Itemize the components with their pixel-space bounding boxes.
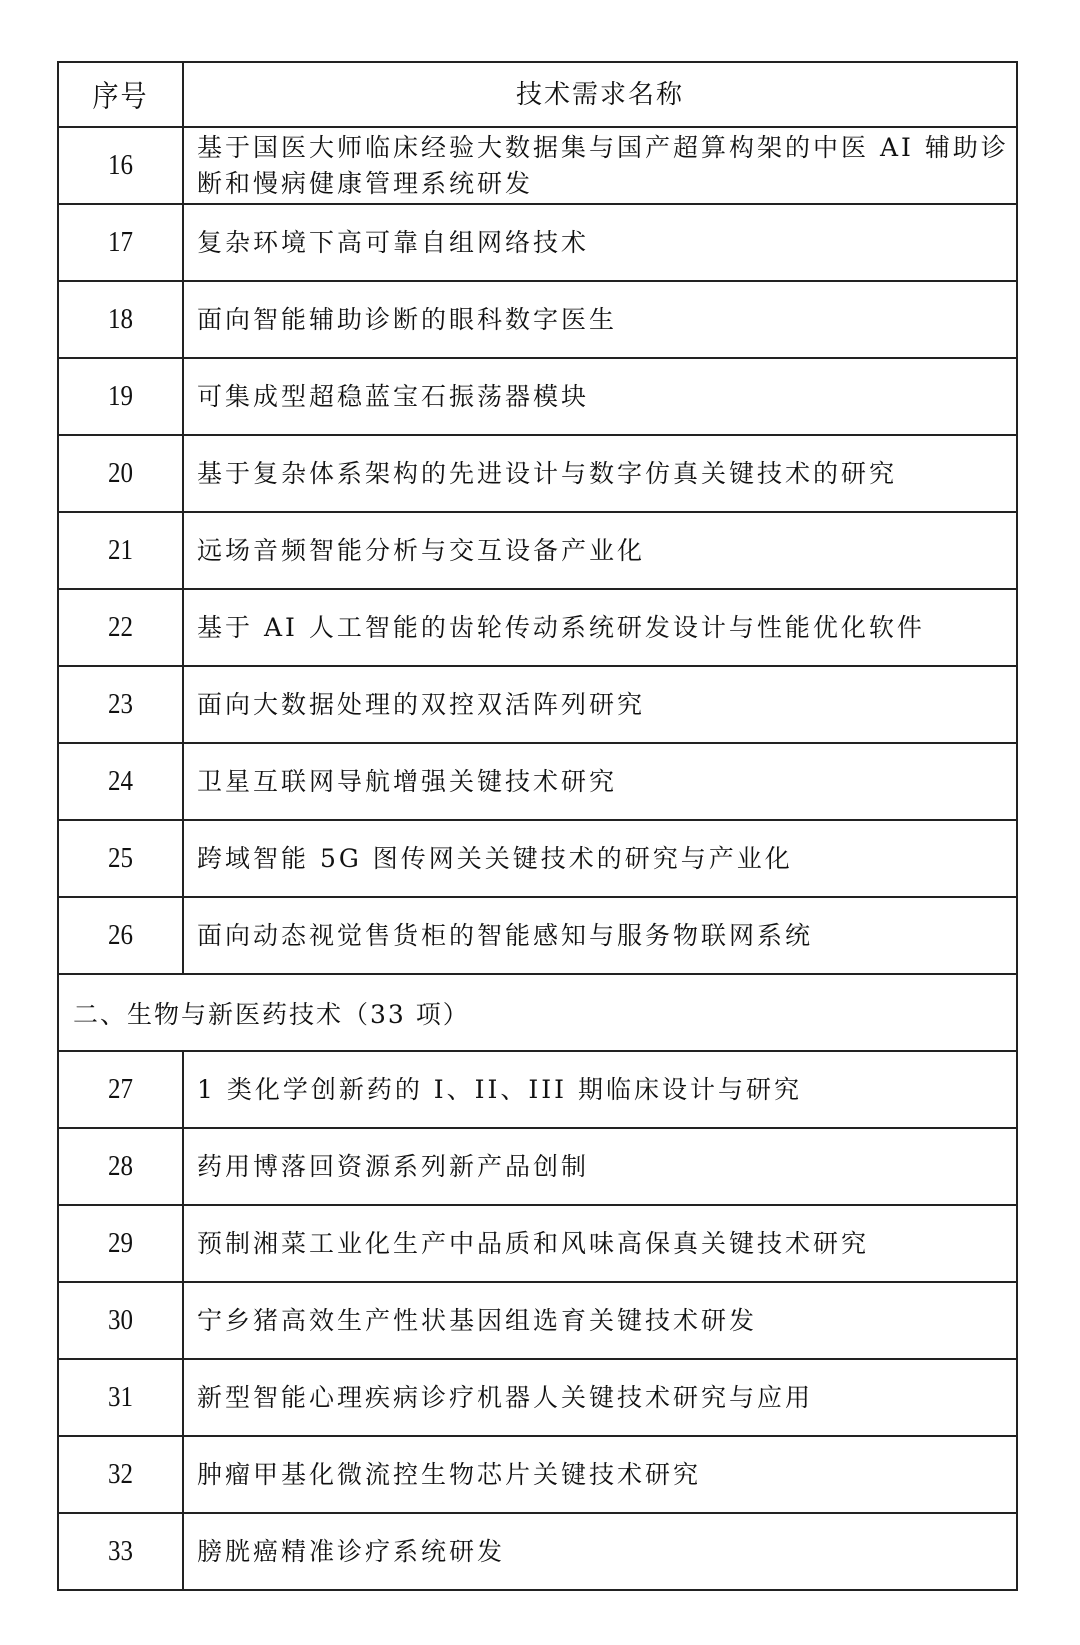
row-name: 1 类化学创新药的 I、II、III 期临床设计与研究 [183,1051,1017,1128]
row-name: 预制湘菜工业化生产中品质和风味高保真关键技术研究 [183,1205,1017,1282]
table-row [58,1051,1017,1128]
table-row [58,1513,1017,1590]
table-row [58,666,1017,743]
row-index: 22 [58,583,183,672]
row-name: 卫星互联网导航增强关键技术研究 [183,743,1017,820]
row-index: 26 [58,891,183,980]
row-name: 远场音频智能分析与交互设备产业化 [183,512,1017,589]
table-row [58,820,1017,897]
row-index: 19 [58,352,183,441]
row-name: 肿瘤甲基化微流控生物芯片关键技术研究 [183,1436,1017,1513]
row-index: 16 [58,121,183,210]
section-row [58,974,1017,1051]
table-row [58,743,1017,820]
tech-demand-table [57,61,1018,1591]
row-name: 宁乡猪高效生产性状基因组选育关键技术研发 [183,1282,1017,1359]
row-index: 23 [58,660,183,749]
table-row [58,204,1017,281]
table-row [58,1128,1017,1205]
row-name: 面向智能辅助诊断的眼科数字医生 [183,281,1017,358]
row-name: 面向大数据处理的双控双活阵列研究 [183,666,1017,743]
row-name: 药用博落回资源系列新产品创制 [183,1128,1017,1205]
row-name: 新型智能心理疾病诊疗机器人关键技术研究与应用 [183,1359,1017,1436]
row-index: 20 [58,429,183,518]
row-index: 28 [58,1122,183,1211]
row-name: 基于 AI 人工智能的齿轮传动系统研发设计与性能优化软件 [183,589,1017,666]
table-row [58,1436,1017,1513]
table-row [58,512,1017,589]
row-index: 29 [58,1199,183,1288]
row-index: 31 [58,1353,183,1442]
row-name: 基于复杂体系架构的先进设计与数字仿真关键技术的研究 [183,435,1017,512]
row-index: 18 [58,275,183,364]
row-name: 跨域智能 5G 图传网关关键技术的研究与产业化 [183,820,1017,897]
row-index: 24 [58,737,183,826]
table-header-row [58,62,1017,127]
table-row [58,358,1017,435]
table-row [58,281,1017,358]
row-index: 25 [58,814,183,903]
row-index: 17 [58,198,183,287]
table-row [58,127,1017,204]
row-name: 复杂环境下高可靠自组网络技术 [183,204,1017,281]
table-row [58,1282,1017,1359]
row-index: 33 [58,1507,183,1596]
table-row [58,897,1017,974]
row-name: 可集成型超稳蓝宝石振荡器模块 [183,358,1017,435]
row-index: 32 [58,1430,183,1519]
row-index: 27 [58,1045,183,1134]
table-row [58,435,1017,512]
row-name: 膀胱癌精准诊疗系统研发 [183,1513,1017,1590]
row-name: 基于国医大师临床经验大数据集与国产超算构架的中医 AI 辅助诊断和慢病健康管理系统研发 [183,127,1017,204]
table-row [58,1205,1017,1282]
header-name: 技术需求名称 [183,62,1017,127]
table-row [58,1359,1017,1436]
section-heading: 二、生物与新医药技术（33 项） [58,974,1017,1051]
row-name: 面向动态视觉售货柜的智能感知与服务物联网系统 [183,897,1017,974]
table-row [58,589,1017,666]
header-index: 序号 [58,57,183,132]
row-index: 30 [58,1276,183,1365]
row-index: 21 [58,506,183,595]
